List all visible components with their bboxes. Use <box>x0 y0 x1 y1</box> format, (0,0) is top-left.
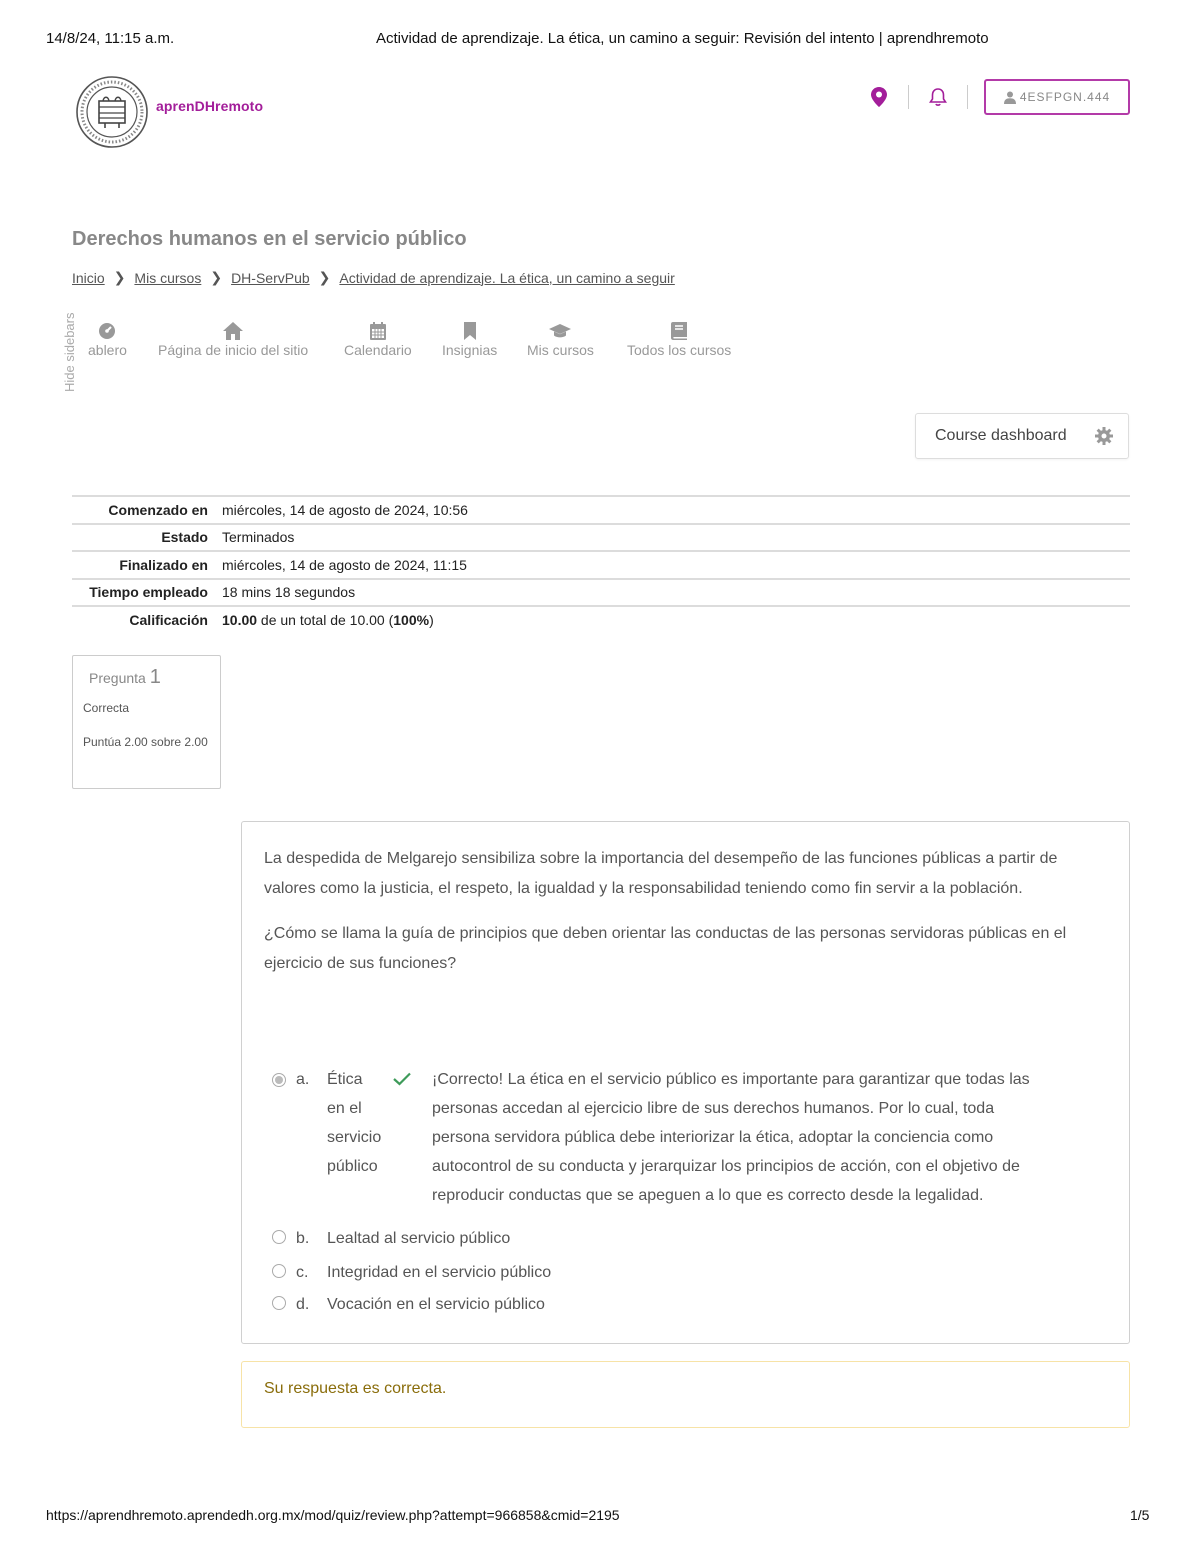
cdh-seal-icon <box>74 74 150 150</box>
header-divider <box>967 85 968 109</box>
header-actions <box>866 82 984 112</box>
table-row <box>72 606 1130 634</box>
nav-badges[interactable] <box>442 322 497 358</box>
nav-dashboard[interactable] <box>88 322 127 358</box>
question-info-box <box>72 655 221 789</box>
hide-sidebars-toggle[interactable]: Hide sidebars <box>62 312 77 392</box>
feedback-line: ¡Correcto! La ética en el servicio público es importante para garantizar que todas las <box>432 1071 1030 1088</box>
grade-score: 10.00 <box>222 612 258 629</box>
bookmark-icon <box>464 322 476 340</box>
print-date: 14/8/24, 11:15 a.m. <box>46 30 175 47</box>
radio-icon[interactable] <box>272 1264 286 1278</box>
answer-text <box>327 1065 397 1181</box>
book-icon <box>671 322 687 340</box>
breadcrumb-inicio[interactable]: Inicio <box>72 269 105 286</box>
nav-label: ablero <box>88 342 127 358</box>
summary-value: 18 mins 18 segundos <box>222 584 356 601</box>
site-logo[interactable] <box>74 74 274 150</box>
chevron-right-icon: ❯ <box>318 269 331 285</box>
breadcrumb <box>72 269 675 286</box>
question-state: Correcta <box>83 701 130 715</box>
print-url: https://aprendhremoto.aprendedh.org.mx/mod/quiz/review.php?attempt=966858&cmid=2195 <box>46 1507 620 1523</box>
print-title: Actividad de aprendizaje. La ética, un camino a seguir: Revisión del intento | aprendhremoto <box>376 30 989 47</box>
breadcrumb-activity[interactable]: Actividad de aprendizaje. La ética, un camino a seguir <box>339 269 675 286</box>
table-row <box>72 579 1130 607</box>
answer-text-line: público <box>327 1158 378 1175</box>
question-number-value: 1 <box>149 666 161 688</box>
nav-label: Todos los cursos <box>627 342 732 358</box>
answer-text-line: servicio <box>327 1129 382 1146</box>
answer-letter: a. <box>296 1071 310 1088</box>
outcome-feedback <box>241 1361 1130 1428</box>
grade-close: ) <box>429 612 434 629</box>
nav-label: Mis cursos <box>527 342 594 358</box>
answer-letter: b. <box>296 1230 310 1247</box>
question-content <box>241 821 1130 1344</box>
question-number <box>89 666 210 689</box>
answer-letter: c. <box>296 1264 309 1281</box>
attempt-summary-table <box>72 495 1130 634</box>
table-row <box>72 551 1130 579</box>
grade-total: de un total de 10.00 ( <box>257 612 394 629</box>
nav-label: Página de inicio del sitio <box>158 342 309 358</box>
feedback-line: autocontrol de su conducta y jerarquizar los principios de acción, con el objetivo de <box>432 1158 1020 1175</box>
question-prompt: ¿Cómo se llama la guía de principios que deben orientar las conductas de las personas servidoras públicas en el ejercicio de sus funciones? <box>264 925 1067 972</box>
course-dashboard-label: Course dashboard <box>935 427 1067 444</box>
outcome-text: Su respuesta es correcta. <box>264 1380 447 1397</box>
question-grade: Puntúa 2.00 sobre 2.00 <box>83 735 208 749</box>
question-paragraph: La despedida de Melgarejo sensibiliza sobre la importancia del desempeño de las funciones públicas a partir de valores como la justicia, el respeto, la igualdad y la responsabilidad teniendo como fin servir a la población. <box>264 850 1058 897</box>
breadcrumb-mis-cursos[interactable]: Mis cursos <box>134 269 202 286</box>
breadcrumb-course[interactable]: DH-ServPub <box>231 269 310 286</box>
answer-text: Vocación en el servicio público <box>327 1296 545 1313</box>
print-page-number: 1/5 <box>1130 1507 1150 1523</box>
brand-name: aprenDHremoto <box>156 98 264 114</box>
summary-label: Comenzado en <box>108 501 208 518</box>
chevron-right-icon: ❯ <box>210 269 223 285</box>
answer-text-line: Ética <box>327 1071 363 1088</box>
answer-feedback <box>432 1065 1112 1210</box>
table-row <box>72 524 1130 552</box>
course-dashboard-button[interactable] <box>915 413 1129 459</box>
question-text <box>264 844 1110 979</box>
summary-label: Calificación <box>129 612 208 629</box>
home-icon <box>223 322 243 340</box>
summary-value: Terminados <box>222 529 295 546</box>
graduation-cap-icon <box>549 322 571 340</box>
summary-label: Finalizado en <box>119 556 208 573</box>
checkmark-icon <box>393 1072 411 1086</box>
answer-letter: d. <box>296 1296 310 1313</box>
answer-text-line: en el <box>327 1100 362 1117</box>
feedback-line: persona servidora pública debe interiorizar la ética, adoptar la conciencia como <box>432 1129 994 1146</box>
calendar-icon <box>370 322 386 340</box>
question-label: Pregunta <box>89 670 146 686</box>
user-menu-button[interactable] <box>984 79 1130 115</box>
radio-icon[interactable] <box>272 1230 286 1244</box>
chevron-right-icon: ❯ <box>113 269 126 285</box>
gear-icon <box>1094 426 1114 446</box>
radio-icon[interactable] <box>272 1296 286 1310</box>
nav-label: Calendario <box>344 342 412 358</box>
header-divider <box>908 85 909 109</box>
feedback-line: reproducir conductas que se apeguen a lo que es correcto desde la legalidad. <box>432 1187 984 1204</box>
page-title: Derechos humanos en el servicio público <box>72 228 467 250</box>
nav-site-home[interactable] <box>158 322 308 358</box>
location-pin-icon[interactable] <box>866 84 892 110</box>
summary-label: Tiempo empleado <box>89 584 208 601</box>
radio-selected-icon[interactable] <box>272 1073 286 1087</box>
nav-all-courses[interactable] <box>627 322 731 358</box>
answer-text: Lealtad al servicio público <box>327 1230 511 1247</box>
nav-label: Insignias <box>442 342 498 358</box>
nav-my-courses[interactable] <box>527 322 594 358</box>
summary-value: miércoles, 14 de agosto de 2024, 10:56 <box>222 501 468 518</box>
grade-percent: 100% <box>393 612 430 629</box>
feedback-line: personas accedan al ejercicio libre de sus derechos humanos. Por lo cual, toda <box>432 1100 995 1117</box>
user-label: 4ESFPGN.444 <box>1019 90 1111 104</box>
user-icon <box>1004 91 1016 104</box>
dashboard-icon <box>98 322 116 340</box>
answer-text: Integridad en el servicio público <box>327 1264 552 1281</box>
table-row <box>72 496 1130 524</box>
nav-calendar[interactable] <box>344 322 412 358</box>
notification-bell-icon[interactable] <box>925 84 951 110</box>
summary-value: miércoles, 14 de agosto de 2024, 11:15 <box>222 556 467 573</box>
summary-label: Estado <box>161 529 208 546</box>
summary-value <box>222 606 1130 634</box>
